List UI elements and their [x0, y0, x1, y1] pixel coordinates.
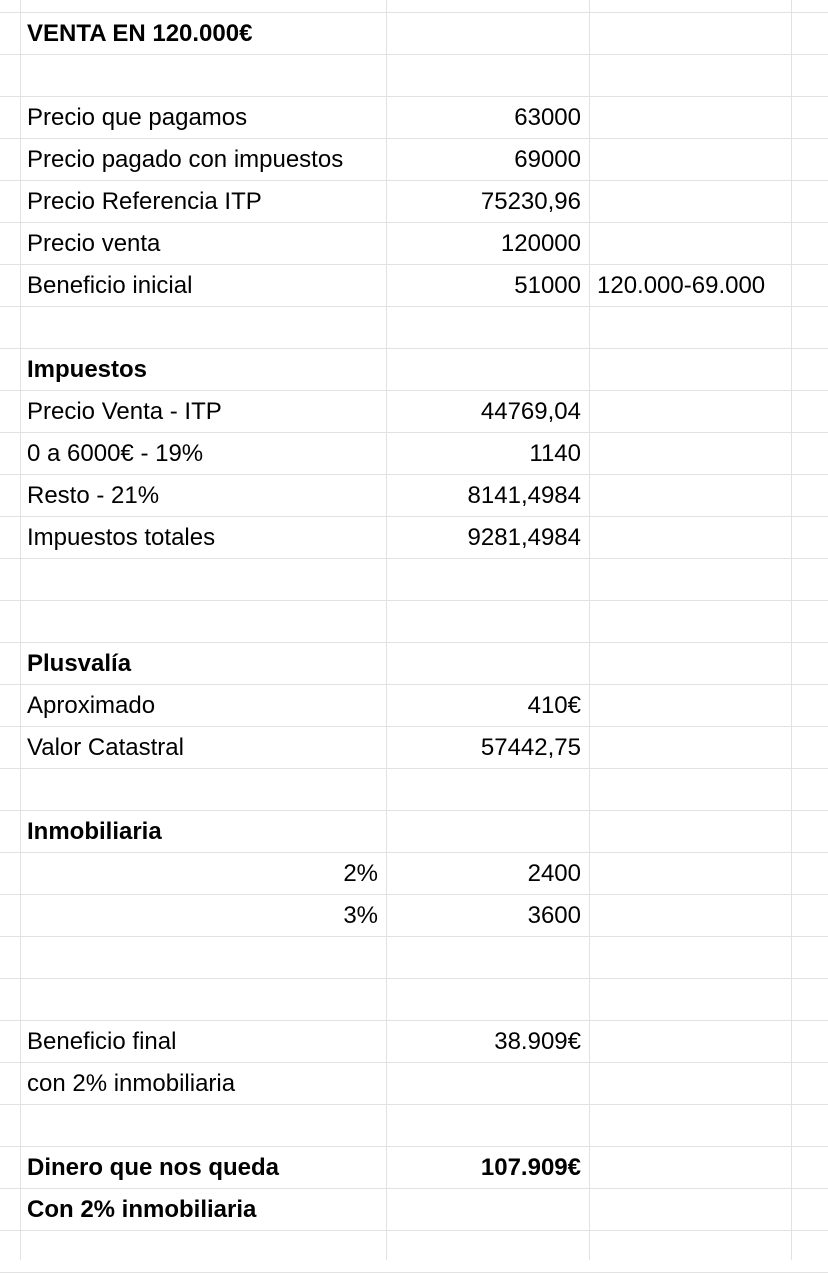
- sheet-cell[interactable]: [0, 727, 20, 768]
- sheet-cell[interactable]: 1140: [529, 440, 581, 467]
- sheet-row: [0, 13, 828, 55]
- sheet-cell[interactable]: [791, 307, 828, 348]
- sheet-cell[interactable]: [589, 97, 791, 138]
- sheet-cell[interactable]: [0, 307, 20, 348]
- sheet-row: [0, 811, 828, 853]
- sheet-cell[interactable]: [791, 1189, 828, 1230]
- sheet-cell[interactable]: 8141,4984: [467, 482, 581, 509]
- sheet-cell[interactable]: [0, 895, 20, 936]
- sheet-row: [0, 97, 828, 139]
- sheet-cell[interactable]: [386, 1189, 589, 1230]
- sheet-cell[interactable]: [386, 811, 589, 852]
- sheet-cell[interactable]: [0, 937, 20, 978]
- sheet-cell[interactable]: Precio venta: [27, 230, 161, 257]
- sheet-cell[interactable]: [386, 1231, 589, 1272]
- sheet-cell[interactable]: [589, 391, 791, 432]
- sheet-cell[interactable]: [589, 13, 791, 54]
- sheet-cell[interactable]: Precio Venta - ITP: [27, 398, 222, 425]
- sheet-cell[interactable]: [0, 181, 20, 222]
- sheet-cell[interactable]: [791, 1063, 828, 1104]
- sheet-cell[interactable]: 51000: [514, 272, 581, 299]
- sheet-row: [0, 55, 828, 97]
- sheet-cell[interactable]: [0, 601, 20, 642]
- sheet-cell[interactable]: [589, 727, 791, 768]
- sheet-row: [0, 1231, 828, 1273]
- sheet-cell[interactable]: Beneficio inicial: [27, 272, 193, 299]
- sheet-cell[interactable]: [0, 643, 20, 684]
- sheet-cell[interactable]: [386, 1105, 589, 1146]
- sheet-cell[interactable]: [791, 13, 828, 54]
- sheet-cell[interactable]: 57442,75: [480, 734, 581, 761]
- sheet-cell[interactable]: [0, 349, 20, 390]
- sheet-cell[interactable]: [589, 853, 791, 894]
- sheet-cell[interactable]: [791, 811, 828, 852]
- sheet-cell[interactable]: Plusvalía: [27, 650, 132, 677]
- sheet-cell[interactable]: [589, 811, 791, 852]
- sheet-cell[interactable]: Valor Catastral: [27, 734, 184, 761]
- sheet-cell[interactable]: 120000: [500, 230, 581, 257]
- sheet-row: [0, 601, 828, 643]
- sheet-cell[interactable]: [0, 1231, 20, 1272]
- sheet-cell[interactable]: [0, 223, 20, 264]
- sheet-cell[interactable]: [0, 265, 20, 306]
- sheet-cell[interactable]: 120.000-69.000: [597, 272, 766, 299]
- sheet-cell[interactable]: [20, 1231, 386, 1272]
- sheet-cell[interactable]: con 2% inmobiliaria: [27, 1070, 236, 1097]
- sheet-row: [0, 1189, 828, 1231]
- sheet-cell[interactable]: [791, 517, 828, 558]
- sheet-cell[interactable]: 38.909€: [494, 1028, 581, 1055]
- sheet-cell[interactable]: Impuestos: [27, 356, 148, 383]
- sheet-row: [0, 265, 828, 307]
- sheet-cell[interactable]: [0, 13, 20, 54]
- sheet-cell[interactable]: [0, 685, 20, 726]
- sheet-cell[interactable]: 0 a 6000€ - 19%: [27, 440, 204, 467]
- sheet-cell[interactable]: [589, 895, 791, 936]
- sheet-cell[interactable]: [589, 181, 791, 222]
- sheet-cell[interactable]: VENTA EN 120.000€: [27, 20, 253, 47]
- sheet-cell[interactable]: [589, 349, 791, 390]
- sheet-row: [0, 895, 828, 937]
- sheet-cell[interactable]: [386, 769, 589, 810]
- sheet-cell[interactable]: [0, 517, 20, 558]
- sheet-cell[interactable]: Precio Referencia ITP: [27, 188, 262, 215]
- sheet-cell[interactable]: [589, 223, 791, 264]
- sheet-row: [0, 769, 828, 811]
- sheet-cell[interactable]: [791, 853, 828, 894]
- sheet-cell[interactable]: [589, 475, 791, 516]
- sheet-cell[interactable]: [791, 559, 828, 600]
- sheet-cell[interactable]: [791, 265, 828, 306]
- sheet-row: [0, 643, 828, 685]
- sheet-cell[interactable]: Impuestos totales: [27, 524, 216, 551]
- sheet-cell[interactable]: 3%: [343, 902, 378, 929]
- sheet-cell[interactable]: [791, 895, 828, 936]
- sheet-cell[interactable]: 3600: [527, 902, 581, 929]
- column-divider: [386, 0, 387, 1260]
- sheet-cell[interactable]: [0, 139, 20, 180]
- sheet-row: [0, 685, 828, 727]
- sheet-cell[interactable]: [791, 979, 828, 1020]
- sheet-cell[interactable]: [0, 433, 20, 474]
- sheet-cell[interactable]: [791, 475, 828, 516]
- sheet-cell[interactable]: [791, 349, 828, 390]
- sheet-cell[interactable]: [791, 643, 828, 684]
- sheet-row: [0, 937, 828, 979]
- sheet-cell[interactable]: [0, 1189, 20, 1230]
- sheet-row: [0, 307, 828, 349]
- sheet-cell[interactable]: [0, 391, 20, 432]
- sheet-cell[interactable]: [791, 181, 828, 222]
- sheet-cell[interactable]: 69000: [514, 146, 581, 173]
- sheet-cell[interactable]: [0, 1063, 20, 1104]
- sheet-cell[interactable]: [0, 475, 20, 516]
- sheet-cell[interactable]: [589, 601, 791, 642]
- sheet-cell[interactable]: 63000: [514, 104, 581, 131]
- sheet-cell[interactable]: [791, 433, 828, 474]
- sheet-cell[interactable]: [791, 937, 828, 978]
- sheet-cell[interactable]: [386, 55, 589, 96]
- sheet-cell[interactable]: Dinero que nos queda: [27, 1154, 280, 1181]
- sheet-cell[interactable]: [589, 685, 791, 726]
- sheet-row: [0, 433, 828, 475]
- sheet-row: [0, 1021, 828, 1063]
- sheet-cell[interactable]: [589, 517, 791, 558]
- sheet-cell[interactable]: [386, 13, 589, 54]
- sheet-cell[interactable]: [386, 559, 589, 600]
- sheet-cell[interactable]: [386, 979, 589, 1020]
- sheet-cell[interactable]: [791, 727, 828, 768]
- sheet-row: [0, 1147, 828, 1189]
- sheet-cell[interactable]: [589, 769, 791, 810]
- sheet-cell[interactable]: [791, 1021, 828, 1062]
- sheet-row: [0, 0, 828, 13]
- sheet-row: [0, 979, 828, 1021]
- sheet-cell[interactable]: [20, 307, 386, 348]
- sheet-cell[interactable]: Beneficio final: [27, 1028, 177, 1055]
- sheet-cell[interactable]: Resto - 21%: [27, 482, 160, 509]
- sheet-cell[interactable]: [791, 685, 828, 726]
- sheet-cell[interactable]: 2400: [527, 860, 581, 887]
- sheet-cell[interactable]: [0, 853, 20, 894]
- sheet-cell[interactable]: [0, 55, 20, 96]
- sheet-cell[interactable]: [20, 601, 386, 642]
- sheet-cell[interactable]: [386, 349, 589, 390]
- sheet-cell[interactable]: [20, 769, 386, 810]
- sheet-cell[interactable]: [589, 1105, 791, 1146]
- sheet-cell[interactable]: [791, 1147, 828, 1188]
- sheet-cell[interactable]: [589, 979, 791, 1020]
- sheet-cell[interactable]: [20, 55, 386, 96]
- sheet-cell[interactable]: [791, 139, 828, 180]
- sheet-row: [0, 1063, 828, 1105]
- sheet-cell[interactable]: Aproximado: [27, 692, 156, 719]
- sheet-cell[interactable]: [791, 55, 828, 96]
- sheet-row: [0, 727, 828, 769]
- sheet-row: [0, 391, 828, 433]
- sheet-cell[interactable]: [791, 769, 828, 810]
- sheet-cell[interactable]: Precio pagado con impuestos: [27, 146, 344, 173]
- sheet-cell[interactable]: [589, 1189, 791, 1230]
- sheet-cell[interactable]: [0, 811, 20, 852]
- sheet-row: [0, 139, 828, 181]
- sheet-cell[interactable]: [589, 139, 791, 180]
- sheet-cell[interactable]: [791, 1231, 828, 1272]
- sheet-cell[interactable]: [386, 643, 589, 684]
- sheet-cell[interactable]: [589, 1147, 791, 1188]
- sheet-cell[interactable]: [20, 559, 386, 600]
- column-divider: [20, 0, 21, 1260]
- sheet-cell[interactable]: [0, 769, 20, 810]
- sheet-cell[interactable]: 44769,04: [480, 398, 581, 425]
- sheet-cell[interactable]: [589, 643, 791, 684]
- sheet-cell[interactable]: [386, 307, 589, 348]
- sheet-cell[interactable]: [589, 1063, 791, 1104]
- sheet-cell[interactable]: 2%: [343, 860, 378, 887]
- sheet-row: [0, 517, 828, 559]
- sheet-row: [0, 853, 828, 895]
- sheet-row: [0, 349, 828, 391]
- sheet-cell[interactable]: [0, 979, 20, 1020]
- sheet-cell[interactable]: [791, 601, 828, 642]
- sheet-cell[interactable]: [589, 1231, 791, 1272]
- sheet-cell[interactable]: [791, 223, 828, 264]
- column-divider: [589, 0, 590, 1260]
- sheet-cell[interactable]: 75230,96: [480, 188, 581, 215]
- sheet-cell[interactable]: [0, 559, 20, 600]
- sheet-cell[interactable]: [386, 937, 589, 978]
- sheet-cell[interactable]: Precio que pagamos: [27, 104, 248, 131]
- sheet-cell[interactable]: [20, 979, 386, 1020]
- sheet-cell[interactable]: [20, 937, 386, 978]
- sheet-row: [0, 181, 828, 223]
- sheet-cell[interactable]: [386, 601, 589, 642]
- sheet-cell[interactable]: [791, 97, 828, 138]
- sheet-cell[interactable]: [0, 1147, 20, 1188]
- sheet-cell[interactable]: [589, 55, 791, 96]
- sheet-cell[interactable]: 410€: [527, 692, 581, 719]
- sheet-row: [0, 223, 828, 265]
- sheet-cell[interactable]: 107.909€: [480, 1154, 581, 1181]
- sheet-cell[interactable]: [0, 1021, 20, 1062]
- sheet-cell[interactable]: [20, 1105, 386, 1146]
- column-divider: [791, 0, 792, 1260]
- sheet-cell[interactable]: [0, 1105, 20, 1146]
- sheet-cell[interactable]: Con 2% inmobiliaria: [27, 1196, 257, 1223]
- sheet-row: [0, 1105, 828, 1147]
- sheet-row: [0, 475, 828, 517]
- sheet-cell[interactable]: 9281,4984: [467, 524, 581, 551]
- sheet-cell[interactable]: [386, 1063, 589, 1104]
- sheet-cell[interactable]: [791, 1105, 828, 1146]
- sheet-cell[interactable]: [589, 1021, 791, 1062]
- sheet-cell[interactable]: Inmobiliaria: [27, 818, 162, 845]
- sheet-cell[interactable]: [589, 559, 791, 600]
- sheet-cell[interactable]: [0, 97, 20, 138]
- sheet-cell[interactable]: [791, 391, 828, 432]
- sheet-row: [0, 559, 828, 601]
- sheet-cell[interactable]: [589, 307, 791, 348]
- sheet-cell[interactable]: [589, 937, 791, 978]
- sheet-cell[interactable]: [589, 433, 791, 474]
